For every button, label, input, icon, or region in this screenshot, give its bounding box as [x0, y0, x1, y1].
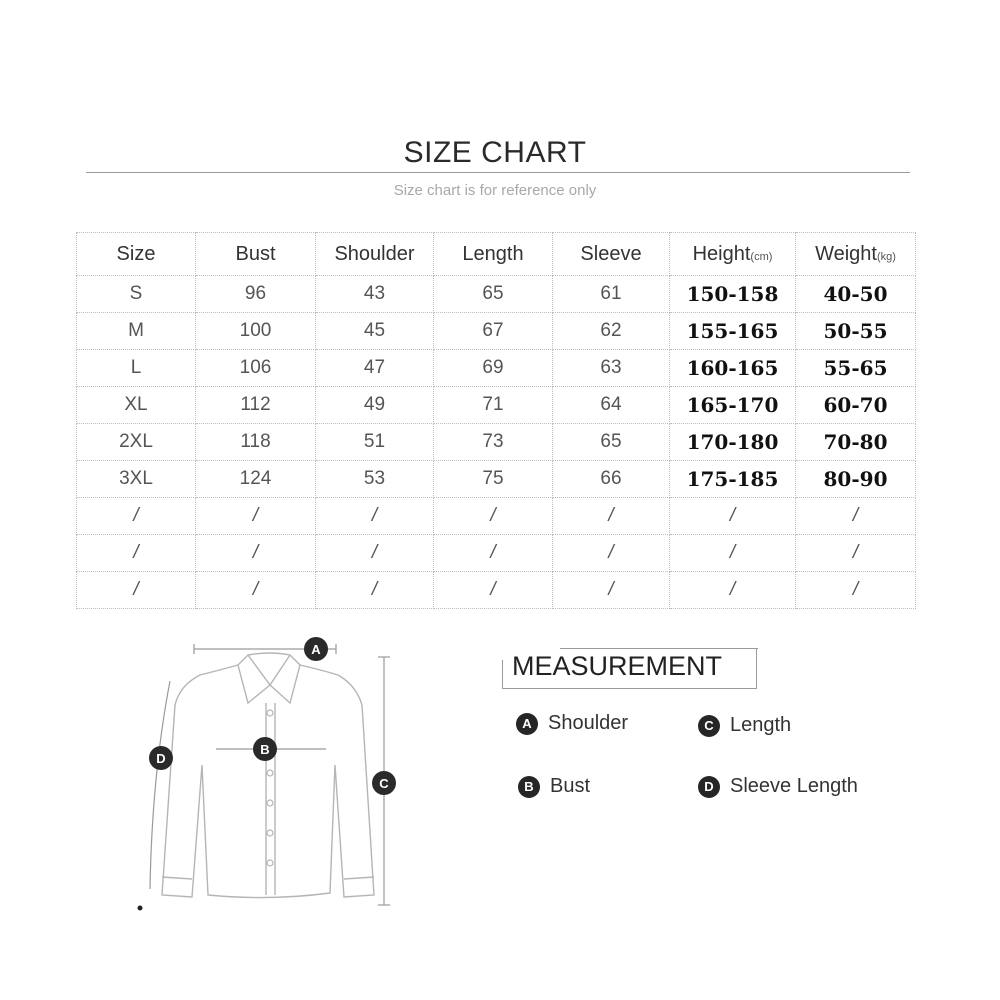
- cell-sleeve: /: [553, 498, 670, 535]
- cell-length: /: [434, 572, 553, 609]
- cell-length: 69: [434, 350, 553, 387]
- marker-a: A: [311, 642, 321, 657]
- table-body: [77, 276, 916, 609]
- cell-length: 65: [434, 276, 553, 313]
- column-header-label: Sleeve: [580, 242, 642, 265]
- cell-weight: 40-50: [796, 276, 916, 313]
- cell-size: S: [77, 276, 196, 313]
- cell-size: XL: [77, 387, 196, 424]
- page-subtitle: Size chart is for reference only: [393, 182, 597, 199]
- cell-sleeve: /: [553, 535, 670, 572]
- measurement-title: MEASUREMENT: [512, 651, 723, 681]
- cell-length: /: [434, 535, 553, 572]
- size-table: [76, 232, 916, 609]
- cell-shoulder: 45: [316, 313, 434, 350]
- cell-height: 175-185: [670, 461, 796, 498]
- column-header-label: Shoulder: [334, 242, 415, 265]
- table-row: [77, 498, 916, 535]
- cell-length: 73: [434, 424, 553, 461]
- column-header-label: Length: [462, 242, 524, 265]
- cell-height: 150-158: [670, 276, 796, 313]
- page-title: SIZE CHART: [403, 136, 587, 169]
- table-row: [77, 461, 916, 498]
- badge-a: A: [516, 713, 538, 735]
- cell-bust: /: [196, 535, 316, 572]
- legend-label: Shoulder: [548, 712, 629, 734]
- column-header-size: [77, 233, 196, 276]
- cell-weight: /: [796, 498, 916, 535]
- legend-length: [698, 714, 791, 737]
- cell-bust: /: [196, 498, 316, 535]
- cell-shoulder: 49: [316, 387, 434, 424]
- table-row: [77, 313, 916, 350]
- cell-weight: 50-55: [796, 313, 916, 350]
- cell-shoulder: /: [316, 535, 434, 572]
- legend-label: Length: [730, 714, 792, 736]
- cell-bust: 96: [196, 276, 316, 313]
- cell-shoulder: 53: [316, 461, 434, 498]
- cell-shoulder: 43: [316, 276, 434, 313]
- column-header-label: Bust: [235, 242, 276, 265]
- cell-sleeve: 63: [553, 350, 670, 387]
- badge-b: B: [518, 776, 540, 798]
- legend-sleeve-length: [698, 775, 858, 798]
- shirt-diagram: [130, 625, 430, 915]
- cell-sleeve: 65: [553, 424, 670, 461]
- cell-bust: 100: [196, 313, 316, 350]
- cell-bust: /: [196, 572, 316, 609]
- marker-d: D: [156, 751, 166, 766]
- cell-bust: 118: [196, 424, 316, 461]
- table-row: [77, 350, 916, 387]
- cell-height: 155-165: [670, 313, 796, 350]
- legend-label: Sleeve Length: [730, 775, 858, 797]
- cell-shoulder: /: [316, 498, 434, 535]
- table-header-row: [77, 233, 916, 276]
- badge-d: D: [698, 776, 720, 798]
- cell-shoulder: 47: [316, 350, 434, 387]
- cell-sleeve: /: [553, 572, 670, 609]
- marker-b: B: [260, 742, 270, 757]
- marker-c: C: [379, 776, 389, 791]
- legend-bust: [518, 775, 590, 798]
- cell-shoulder: /: [316, 572, 434, 609]
- column-header-label: Weight: [815, 242, 877, 265]
- cell-sleeve: 62: [553, 313, 670, 350]
- cell-height: 170-180: [670, 424, 796, 461]
- column-header-shoulder: [316, 233, 434, 276]
- column-header-bust: [196, 233, 316, 276]
- column-header-length: [434, 233, 553, 276]
- cell-bust: 112: [196, 387, 316, 424]
- table-row: [77, 535, 916, 572]
- cell-sleeve: 64: [553, 387, 670, 424]
- table-row: [77, 424, 916, 461]
- cell-height: 160-165: [670, 350, 796, 387]
- cell-height: /: [670, 498, 796, 535]
- measurement-frame-top: [560, 648, 758, 649]
- cell-size: 2XL: [77, 424, 196, 461]
- cell-height: /: [670, 572, 796, 609]
- cell-height: /: [670, 535, 796, 572]
- badge-c: C: [698, 715, 720, 737]
- column-header-label: Size: [116, 242, 156, 265]
- cell-size: 3XL: [77, 461, 196, 498]
- table-row: [77, 572, 916, 609]
- measurement-frame-left: [502, 660, 503, 688]
- column-header-label: Height: [692, 242, 751, 265]
- cell-bust: 124: [196, 461, 316, 498]
- cell-weight: 55-65: [796, 350, 916, 387]
- cell-length: 75: [434, 461, 553, 498]
- column-header-height: [670, 233, 796, 276]
- cell-sleeve: 61: [553, 276, 670, 313]
- cell-length: 71: [434, 387, 553, 424]
- column-header-unit: (kg): [876, 250, 896, 263]
- cell-weight: /: [796, 572, 916, 609]
- cell-weight: 70-80: [796, 424, 916, 461]
- column-header-weight: [796, 233, 916, 276]
- cell-shoulder: 51: [316, 424, 434, 461]
- cell-length: 67: [434, 313, 553, 350]
- cell-weight: /: [796, 535, 916, 572]
- cell-size: /: [77, 572, 196, 609]
- title-divider: [86, 172, 910, 173]
- table-row: [77, 276, 916, 313]
- column-header-sleeve: [553, 233, 670, 276]
- cell-size: L: [77, 350, 196, 387]
- cell-size: /: [77, 535, 196, 572]
- cell-weight: 60-70: [796, 387, 916, 424]
- cell-length: /: [434, 498, 553, 535]
- legend-shoulder: [516, 712, 628, 735]
- cell-height: 165-170: [670, 387, 796, 424]
- legend-label: Bust: [550, 775, 591, 797]
- cell-size: /: [77, 498, 196, 535]
- cell-size: M: [77, 313, 196, 350]
- table-row: [77, 387, 916, 424]
- column-header-unit: (cm): [750, 250, 773, 263]
- cell-weight: 80-90: [796, 461, 916, 498]
- cell-bust: 106: [196, 350, 316, 387]
- cell-sleeve: 66: [553, 461, 670, 498]
